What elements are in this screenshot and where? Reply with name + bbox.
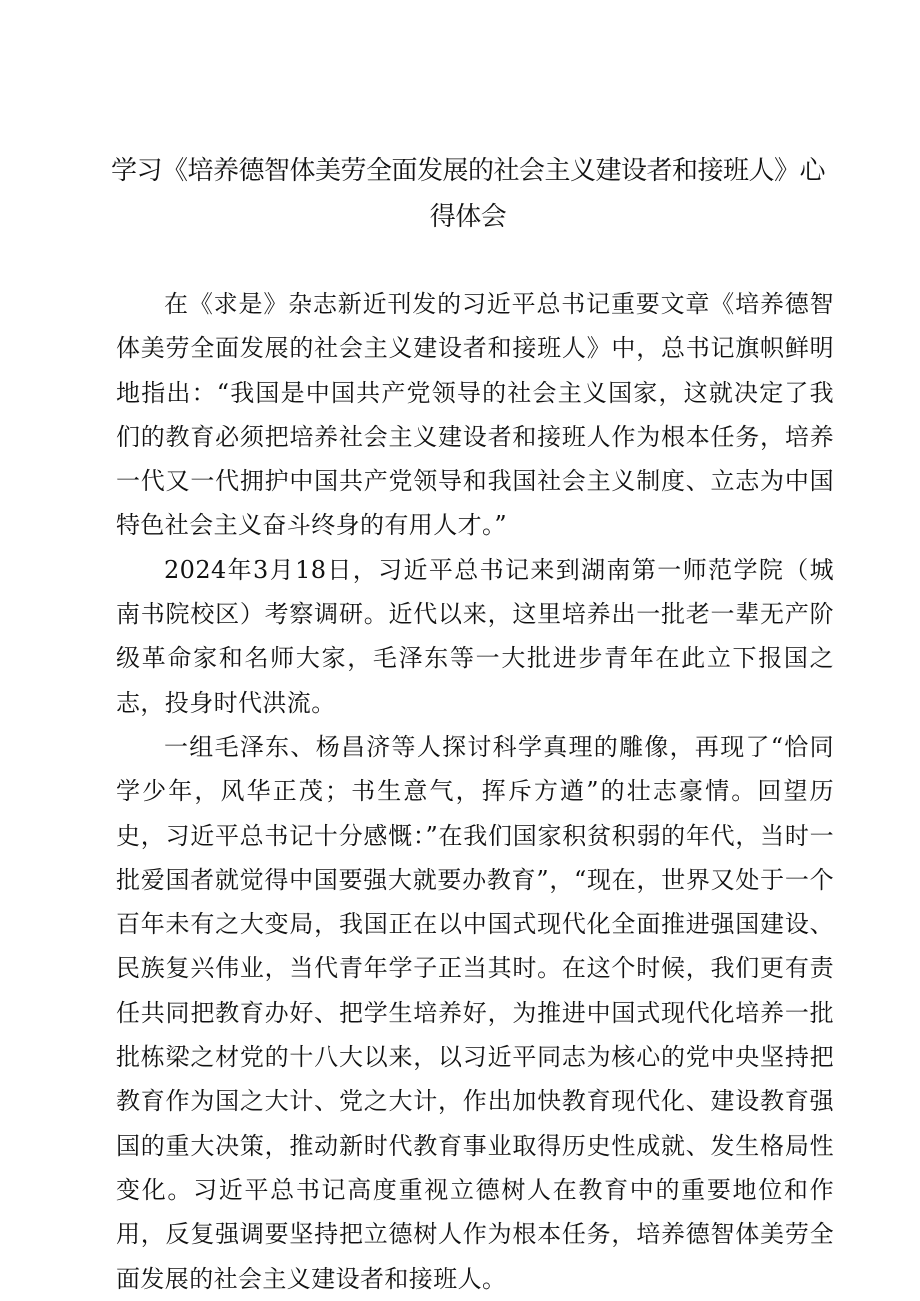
paragraph-1: 在《求是》杂志新近刊发的习近平总书记重要文章《培养德智体美劳全面发展的社会主义建设者和接班人》中，总书记旗帜鲜明地指出：“我国是中国共产党领导的社会主义国家，这就决定了我们的教育必须把培养社会主义建设者和接班人作为根本任务，培养一代又一代拥护中国共产党领导和我国社会主义制度、立志为中国特色社会主义奋斗终身的有用人才。” bbox=[116, 290, 834, 540]
document-title: 学习《培养德智体美劳全面发展的社会主义建设者和接班人》心得体会 bbox=[110, 156, 825, 232]
document-body bbox=[116, 282, 834, 1301]
paragraph-2: 2024年3月18日，习近平总书记来到湖南第一师范学院（城南书院校区）考察调研。近代以来，这里培养出一批老一辈无产阶级革命家和名师大家，毛泽东等一大批进步青年在此立下报国之志，投身时代洪流。 bbox=[116, 555, 834, 717]
paragraph-3: 一组毛泽东、杨昌济等人探讨科学真理的雕像，再现了“恰同学少年，风华正茂；书生意气，挥斥方遒”的壮志豪情。回望历史，习近平总书记十分感慨：”在我们国家积贫积弱的年代，当时一批爱国者就觉得中国要强大就要办教育”，“现在，世界又处于一个百年未有之大变局，我国正在以中国式现代化全面推进强国建设、民族复兴伟业，当代青年学子正当其时。在这个时候，我们更有责任共同把教育办好、把学生培养好，为推进中国式现代化培养一批批栋梁之材党的十八大以来，以习近平同志为核心的党中央坚持把教育作为国之大计、党之大计，作出加快教育现代化、建设教育强国的重大决策，推动新时代教育事业取得历史性成就、发生格局性变化。习近平总书记高度重视立德树人在教育中的重要地位和作用，反复强调要坚持把立德树人作为根本任务，培养德智体美劳全面发展的社会主义建设者和接班人。 bbox=[116, 732, 834, 1293]
